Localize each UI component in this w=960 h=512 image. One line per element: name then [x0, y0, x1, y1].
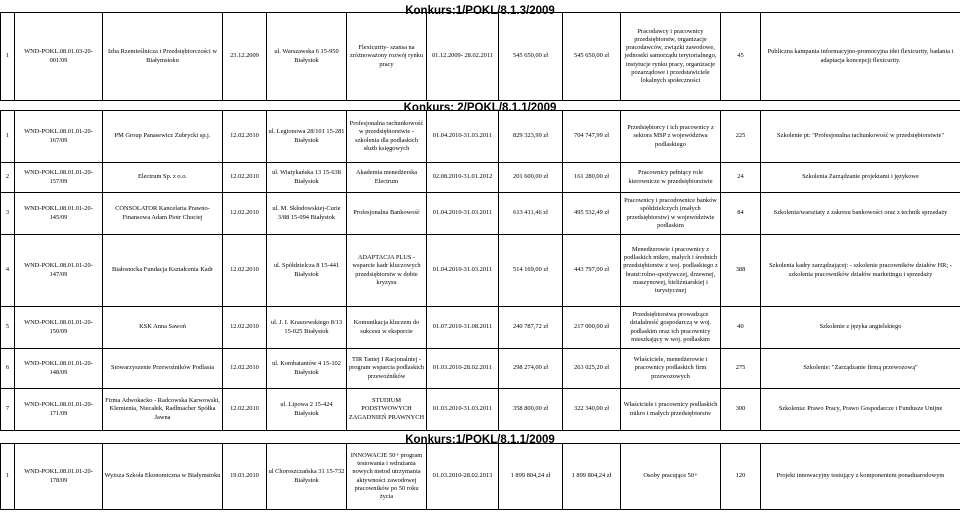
project-period: 01.04.2010-31.03.2011 [427, 111, 499, 163]
signing-date: 12.02.2010 [223, 235, 267, 307]
project-title: Profesjonalna Bankowość [347, 193, 427, 235]
row-number: 3 [1, 193, 15, 235]
table-row [1, 235, 960, 307]
row-number: 6 [1, 349, 15, 389]
participant-count: 275 [721, 349, 761, 389]
table-row [1, 13, 960, 101]
target-group: Pracodawcy i pracownicy przedsiębiorstw, organizacje pracodawców, związki zawodowe, jednostki samorządu terytorialnego, instytucje rynku pracy, organizacje pozarządowe i przedstawiciele lokalnych społeczności [621, 13, 721, 101]
application-number: WND-POKL.08.01.03-20-001/09 [15, 13, 103, 101]
participant-count: 24 [721, 163, 761, 193]
grant-table-1 [0, 12, 960, 101]
beneficiary-address: ul. Legionowa 28/101 15-281 Białystok [267, 111, 347, 163]
row-number: 2 [1, 163, 15, 193]
project-title: INNOWACJE 50+ program testowania i wdrażania nowych metod utrzymania aktywności zawodowej pracowników po 50 roku życia [347, 444, 427, 510]
support-scope: Szkolenie pt: "Profesjonalna rachunkowość w przedsiębiorstwie" [761, 111, 960, 163]
beneficiary-address: ul. Lipowa 2 15-424 Białystok [267, 389, 347, 431]
table-row [1, 389, 960, 431]
project-title: Profesjonalna rachunkowość w przedsiębiorstwie - szkolenia dla podlaskich służb księgowych [347, 111, 427, 163]
funding-amount: 443 797,00 zł [563, 235, 621, 307]
project-period: 01.04.2010-31.03.2011 [427, 235, 499, 307]
project-title: Flexicurity- szansa na zróżnoważony rozwój rynku pracy [347, 13, 427, 101]
target-group: Osoby pracujące 50+ [621, 444, 721, 510]
beneficiary-name: Firma Adwokacko - Radcowska Karwowski, Klemienia, Niecałek, Radlmacher Spółka Jawna [103, 389, 223, 431]
project-period: 01.12.2009- 28.02.2011 [427, 13, 499, 101]
signing-date: 19.03.2010 [223, 444, 267, 510]
table-row [1, 193, 960, 235]
target-group: Pracownicy pełniący role kierownicze w przedsiębiorstwie [621, 163, 721, 193]
participant-count: 388 [721, 235, 761, 307]
support-scope: Publiczna kampania informacyjno-promocyjna idei flexicurity, badania i adaptacja koncepcji flexicurity. [761, 13, 960, 101]
table-row [1, 111, 960, 163]
table-row [1, 444, 960, 510]
project-value: 240 787,72 zł [499, 307, 563, 349]
support-scope: Szkolenie z języka angielskiego [761, 307, 960, 349]
signing-date: 12.02.2010 [223, 389, 267, 431]
support-scope: Szkolenia kadry zarządzającej: - szkolenie pracowników działów HR; - szkolenia pracowników działów marketingu i sprzedaży [761, 235, 960, 307]
project-period: 01.04.2010-31.03.2011 [427, 193, 499, 235]
funding-amount: 545 650,00 zł [563, 13, 621, 101]
table-row [1, 163, 960, 193]
application-number: WND-POKL.08.01.01-20-150/09 [15, 307, 103, 349]
funding-amount: 704 747,99 zł [563, 111, 621, 163]
funding-amount: 263 025,20 zł [563, 349, 621, 389]
section-title: Konkurs:1/POKL/8.1.1/2009 [402, 434, 558, 446]
target-group: Przedsiębiorcy i ich pracownicy z sektora MSP z województwa podlaskiego [621, 111, 721, 163]
funding-amount: 161 280,00 zł [563, 163, 621, 193]
beneficiary-name: Wyższa Szkoła Ekonomiczna w Białymstoku [103, 444, 223, 510]
project-title: ADAPTACJA PLUS - wsparcie kadr kluczowych przedsiębiorstw w dobie kryzysu [347, 235, 427, 307]
support-scope: Szkolenia: Prawo Pracy, Prawo Gospodarcze i Fundusze Unijne [761, 389, 960, 431]
participant-count: 225 [721, 111, 761, 163]
beneficiary-name: KSK Anna Sawoń [103, 307, 223, 349]
project-value: 545 650,00 zł [499, 13, 563, 101]
beneficiary-address: ul. J. I. Kraszewskiego 8/13 15-025 Białystok [267, 307, 347, 349]
signing-date: 12.02.2010 [223, 111, 267, 163]
beneficiary-address: ul Choroszczańska 31 15-732 Białystok [267, 444, 347, 510]
participant-count: 120 [721, 444, 761, 510]
participant-count: 45 [721, 13, 761, 101]
section-title: Konkurs: 2/POKL/8.1.1/2009 [401, 102, 560, 114]
beneficiary-name: CONSOLATOR Kancelaria Prawno-Finansowa Adam Piotr Chociej [103, 193, 223, 235]
project-value: 358 800,00 zł [499, 389, 563, 431]
signing-date: 23.12.2009 [223, 13, 267, 101]
funding-amount: 322 340,00 zł [563, 389, 621, 431]
signing-date: 12.02.2010 [223, 307, 267, 349]
signing-date: 12.02.2010 [223, 193, 267, 235]
row-number: 7 [1, 389, 15, 431]
section-title: Konkurs:1/POKL/8.1.3/2009 [402, 5, 558, 17]
participant-count: 300 [721, 389, 761, 431]
project-title: TIR Taniej I Racjonalniej - program wsparcia podlaskich przewoźników [347, 349, 427, 389]
signing-date: 12.02.2010 [223, 349, 267, 389]
target-group: Pracownicy i pracodownice banków spółdzielczych (małych przedsiębiorstw) w województwie podlaskim [621, 193, 721, 235]
project-value: 613 411,46 zł [499, 193, 563, 235]
project-period: 01.03.2010-28.02.2011 [427, 349, 499, 389]
project-value: 1 899 804,24 zł [499, 444, 563, 510]
support-scope: Szkolenia Zarządzanie projektami i językowe [761, 163, 960, 193]
beneficiary-name: PM Group Panasewicz Zubrycki sp.j. [103, 111, 223, 163]
application-number: WND-POKL.08.01.01-20-157/09 [15, 163, 103, 193]
participant-count: 84 [721, 193, 761, 235]
beneficiary-name: Stowarzyszenie Przewoźników Podlasia [103, 349, 223, 389]
beneficiary-address: ul. Spółdzielcza 8 15-441 Białystok [267, 235, 347, 307]
beneficiary-address: ul. M. Skłodowskiej-Curie 3/88 15-094 Białystok [267, 193, 347, 235]
beneficiary-address: ul. Wiatykańska 13 15-638 Białystok [267, 163, 347, 193]
project-title: Akademia menedżerska Electrum [347, 163, 427, 193]
target-group: Właściciele, menedżerowie i pracownicy podlaskich firm przewozowych [621, 349, 721, 389]
beneficiary-address: ul. Warszawska 6 15-950 Białystok [267, 13, 347, 101]
project-value: 298 274,00 zł [499, 349, 563, 389]
signing-date: 12.02.2010 [223, 163, 267, 193]
application-number: WND-POKL.08.01.01-20-171/09 [15, 389, 103, 431]
project-period: 01.03.2010-31.03.2011 [427, 389, 499, 431]
project-value: 201 600,00 zł [499, 163, 563, 193]
funding-amount: 217 000,00 zł [563, 307, 621, 349]
application-number: WND-POKL.08.01.01-20-148/09 [15, 349, 103, 389]
application-number: WND-POKL.08.01.01-20-145/09 [15, 193, 103, 235]
grant-table-2 [0, 110, 960, 431]
project-period: 01.07.2010-31.08.2011 [427, 307, 499, 349]
application-number: WND-POKL.08.01.01-20-147/09 [15, 235, 103, 307]
project-title: STUDIUM PODSTWOWYCH ZAGADNIEŃ PRAWNYCH [347, 389, 427, 431]
beneficiary-name: Białostocka Fundacja Kształcenia Kadr [103, 235, 223, 307]
row-number: 1 [1, 111, 15, 163]
row-number: 1 [1, 444, 15, 510]
support-scope: Szkolenia/warsztaty z zakresu bankowości oraz z technik sprzedaży [761, 193, 960, 235]
participant-count: 40 [721, 307, 761, 349]
project-title: Komunikacja kluczem do sukcesu w eksporcie [347, 307, 427, 349]
project-period: 02.08.2010-31.01.2012 [427, 163, 499, 193]
beneficiary-name: Electrum Sp. z o.o. [103, 163, 223, 193]
support-scope: Projekt innowacyjny testujący z komponentem ponadnarodowym [761, 444, 960, 510]
row-number: 1 [1, 13, 15, 101]
funding-amount: 495 532,49 zł [563, 193, 621, 235]
project-value: 514 169,00 zł [499, 235, 563, 307]
target-group: Przedsiębiorstwa prowadzące działalność gospodarczą w woj. podlaskim oraz ich pracownicy mieszkający w woj. podlaskim [621, 307, 721, 349]
table-row [1, 349, 960, 389]
table-row [1, 307, 960, 349]
project-period: 01.03.2010-28.02.2013 [427, 444, 499, 510]
target-group: Właściciele i pracownicy podlaskich mikro i małych przedsiębiorstw [621, 389, 721, 431]
funding-amount: 1 899 804,24 zł [563, 444, 621, 510]
application-number: WND-POKL.08.01.01-20-178/09 [15, 444, 103, 510]
application-number: WND-POKL.08.01.01-20-167/09 [15, 111, 103, 163]
beneficiary-address: ul. Kombatantów 4 15-102 Białystok [267, 349, 347, 389]
target-group: Menedżerowie i pracownicy z podlaskich mikro, małych i średnich przedsiębiorstw z woj. podlaskiego z branż:rolno-spożywczej, drzewnej, maszynowej, bieliźniarskiej i turystycznej [621, 235, 721, 307]
row-number: 5 [1, 307, 15, 349]
grant-table-3 [0, 443, 960, 510]
row-number: 4 [1, 235, 15, 307]
project-value: 829 323,99 zł [499, 111, 563, 163]
beneficiary-name: Izba Rzemieślnicza i Przedsiębiorczości w Białymstoku [103, 13, 223, 101]
support-scope: Szkolenie: "Zarządzanie firmą przewozową" [761, 349, 960, 389]
